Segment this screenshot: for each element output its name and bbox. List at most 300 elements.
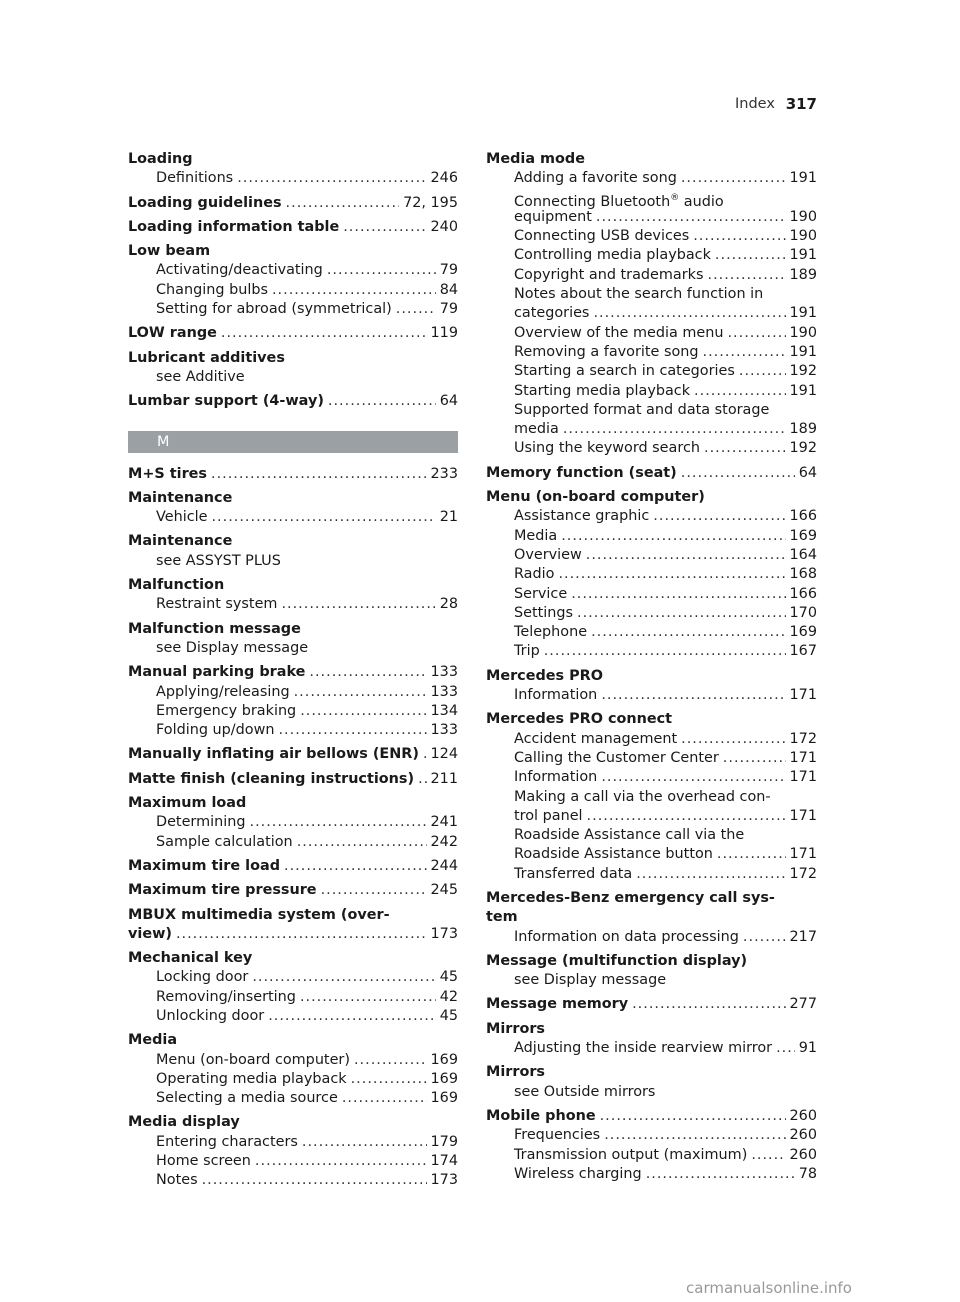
subentry-text [514,686,597,705]
index-heading: Loading information table [128,218,340,235]
leader-dots [776,1039,795,1058]
index-heading-line [128,663,458,682]
leader-dots [252,968,435,987]
index-subentry [486,1165,817,1184]
subentry-text [514,246,711,265]
index-heading: Maintenance [128,533,233,550]
subentry-label: Definitions [156,170,234,187]
page-ref: 233 [430,465,458,482]
index-subentry [128,552,458,571]
index-heading-line [486,1107,817,1126]
index-heading: Media [128,1032,178,1049]
subentry-label: Notes about the search function in [514,286,764,303]
watermark: carmanualsonline.info [686,1279,852,1297]
leader-dots [343,218,426,237]
subentry-label: Assistance graphic [514,508,650,525]
subentry-label: categories [514,305,590,322]
leader-dots [354,1051,427,1070]
subentry-label: Information [514,769,598,786]
subentry-label: Folding up/down [156,722,275,739]
subentry-text [514,382,690,401]
index-subentry [486,928,817,947]
subentry-label: see ASSYST PLUS [156,552,281,569]
section-header-m [128,431,458,453]
index-entry [486,488,817,662]
index-entry [486,1063,817,1102]
subentry-text [156,1089,338,1108]
index-heading-line [486,710,817,729]
index-subentry [486,642,817,661]
subentry-text [514,507,649,526]
index-heading-line [128,150,458,169]
index-entry [128,532,458,571]
index-subentry [486,788,817,807]
subentry-label: Supported format and data storage [514,401,770,418]
subentry-text [514,1039,772,1058]
index-heading: MBUX multimedia system (over- [128,906,390,923]
subentry-text [514,1126,600,1145]
leader-dots [600,1107,786,1126]
subentry-label: see Display message [156,639,309,656]
leader-dots [211,465,427,484]
index-subentry [486,527,817,546]
leader-dots [704,439,786,458]
leader-dots [544,642,786,661]
index-heading: Mechanical key [128,950,253,967]
index-subentry [486,1039,817,1058]
index-entry [128,242,458,319]
index-heading-line [486,995,817,1014]
subentry-text [156,702,296,721]
page-ref: 64 [798,464,817,481]
page-ref: 173 [430,1172,458,1189]
leader-dots [300,988,436,1007]
leader-dots [596,208,786,227]
subentry-label: Transferred data [514,865,633,882]
index-subentry [128,721,458,740]
subentry-text [156,508,207,527]
index-subentry [486,585,817,604]
leader-dots [418,770,426,789]
index-heading-line [128,1113,458,1132]
leader-dots [423,745,427,764]
index-heading-line [128,745,458,764]
index-heading-line [128,794,458,813]
index-heading-line [486,1020,817,1039]
index-subentry [486,623,817,642]
leader-dots [561,527,785,546]
subentry-label: Restraint system [156,596,278,613]
page-ref: 45 [439,1007,458,1024]
index-heading: Message memory [486,996,629,1013]
index-heading-line [486,1063,817,1082]
subentry-text [514,788,771,807]
subentry-text [514,324,723,343]
leader-dots [294,683,427,702]
subentry-text [514,623,587,642]
subentry-label: Radio [514,566,555,583]
subentry-text [156,639,308,658]
index-subentry [128,968,458,987]
page-ref: 168 [789,566,817,583]
subentry-text [514,546,582,565]
page-ref: 171 [789,769,817,786]
subentry-label: Locking door [156,969,249,986]
subentry-text [514,1165,642,1184]
index-subentry [486,362,817,381]
leader-dots [604,1126,785,1145]
subentry-text [156,988,296,1007]
index-entry [128,663,458,740]
index-subentry [128,1007,458,1026]
index-heading-line [128,925,458,944]
index-subentry [128,639,458,658]
index-heading: Memory function (seat) [486,464,677,481]
leader-dots [694,382,785,401]
subentry-text [156,261,323,280]
subentry-text [156,1051,350,1070]
index-heading: Loading guidelines [128,194,282,211]
leader-dots [577,604,786,623]
index-entry [128,770,458,789]
index-subentry [128,1152,458,1171]
leader-dots [286,194,400,213]
index-entry [128,857,458,876]
index-subentry [486,730,817,749]
subentry-label: Entering characters [156,1133,298,1150]
index-entry [486,710,817,884]
subentry-text [156,595,277,614]
page-header [735,94,817,116]
page-ref: 72, 195 [403,194,458,211]
leader-dots [328,392,436,411]
leader-dots [176,925,427,944]
index-subentry [128,833,458,852]
leader-dots [297,833,427,852]
subentry-label: Vehicle [156,509,208,526]
subentry-text [514,227,689,246]
page-ref: 64 [439,393,458,410]
leader-dots [281,595,435,614]
page-ref: 42 [439,988,458,1005]
index-entry [128,620,458,659]
index-heading-line [128,881,458,900]
subentry-label: Roadside Assistance call via the [514,827,745,844]
leader-dots [321,881,427,900]
leader-dots [571,585,785,604]
page-ref: 78 [798,1165,817,1182]
index-heading: view) [128,925,172,942]
subentry-label: Roadside Assistance button [514,846,713,863]
page-ref: 191 [789,305,817,322]
page-ref: 21 [439,509,458,526]
index-subentry [486,686,817,705]
page-ref: 242 [430,833,458,850]
subentry-label: Starting media playback [514,382,691,399]
index-subentry [486,420,817,439]
page-ref: 260 [789,1146,817,1163]
leader-dots [211,508,435,527]
page-ref: 191 [789,247,817,264]
index-subentry [486,208,817,227]
subentry-label: see Display message [514,972,667,989]
subentry-label: Using the keyword search [514,440,700,457]
index-heading-line [128,392,458,411]
index-heading: Maximum tire load [128,857,281,874]
index-heading: Message (multifunction display) [486,952,748,969]
subentry-text [514,439,700,458]
subentry-text [514,585,567,604]
index-subentry [128,595,458,614]
index-entry [128,1031,458,1108]
index-heading: Maximum tire pressure [128,882,317,899]
index-heading: Media display [128,1114,240,1131]
leader-dots [601,768,785,787]
index-heading-line [128,857,458,876]
index-subentry [486,401,817,420]
page-ref: 260 [789,1107,817,1124]
subentry-label: media [514,421,559,438]
entries-m-section-right [486,150,817,1184]
index-subentry [128,988,458,1007]
leader-dots [681,464,795,483]
index-entry [486,889,817,947]
leader-dots [300,702,426,721]
page-ref: 211 [430,770,458,787]
index-entry [128,194,458,213]
leader-dots [751,1146,785,1165]
subentry-text [514,527,557,546]
subentry-label: Making a call via the overhead con- [514,788,771,805]
subentry-text [514,865,632,884]
page-ref: 170 [789,604,817,621]
page-ref: 166 [789,508,817,525]
subentry-text [514,285,763,304]
subentry-label: Removing/inserting [156,988,296,1005]
subentry-label: Activating/deactivating [156,262,323,279]
index-subentry [486,971,817,990]
subentry-label: Notes [156,1172,198,1189]
entries-m-section-left [128,465,458,1191]
page-ref: 164 [789,546,817,563]
subentry-text [514,642,540,661]
leader-dots [715,246,786,265]
subentry-text [156,1007,264,1026]
index-heading: Lumbar support (4-way) [128,393,324,410]
subentry-text [156,968,248,987]
index-heading-line [486,150,817,169]
leader-dots [681,730,785,749]
index-subentry [486,439,817,458]
index-entry [128,906,458,945]
leader-dots [309,663,426,682]
page-ref: 174 [430,1153,458,1170]
index-heading-line [486,488,817,507]
page-ref: 28 [439,596,458,613]
page-ref: 172 [789,730,817,747]
index-entry [128,349,458,388]
index-heading-line [128,532,458,551]
index-subentry [486,565,817,584]
index-entry [128,324,458,343]
leader-dots [653,507,785,526]
leader-dots [342,1089,427,1108]
page-ref: 277 [789,996,817,1013]
index-entry [128,150,458,189]
leader-dots [563,420,786,439]
index-heading: Menu (on-board computer) [486,489,705,506]
index-heading: Malfunction message [128,620,301,637]
subentry-text [156,1133,298,1152]
subentry-text [156,552,281,571]
index-entry [128,576,458,615]
subentry-text [514,928,739,947]
index-heading: LOW range [128,325,217,342]
subentry-text [514,420,559,439]
index-heading-line [128,770,458,789]
page-ref: 133 [430,664,458,681]
subentry-label: Service [514,585,568,602]
subentry-label: Frequencies [514,1127,601,1144]
index-heading: tem [486,909,518,926]
index-entry [128,949,458,1026]
page-ref: 189 [789,421,817,438]
subentry-label: Changing bulbs [156,281,268,298]
index-heading: Matte finish (cleaning instructions) [128,770,415,787]
index-entry [128,465,458,484]
subentry-text [514,807,583,826]
page-ref: 134 [430,702,458,719]
page-ref: 133 [430,722,458,739]
index-entry [486,667,817,706]
subentry-text [156,683,290,702]
index-heading: Mirrors [486,1064,545,1081]
index-subentry [486,807,817,826]
page-ref: 133 [430,683,458,700]
leader-dots [723,749,786,768]
index-subentry [486,227,817,246]
page-ref: 45 [439,969,458,986]
index-heading-line [128,620,458,639]
index-heading: M+S tires [128,465,207,482]
page-ref: 191 [789,343,817,360]
leader-dots [396,300,436,319]
index-entry [486,1020,817,1059]
index-heading: Malfunction [128,577,225,594]
leader-dots [268,1007,435,1026]
index-heading-line [128,949,458,968]
index-subentry [128,1051,458,1070]
index-heading: Media mode [486,151,585,167]
page-ref: 240 [430,218,458,235]
subentry-label: Adjusting the inside rearview mirror [514,1040,773,1057]
subentry-text [514,1146,747,1165]
index-column-right [486,150,817,1189]
subentry-label: Wireless charging [514,1165,642,1182]
subentry-text [514,343,699,362]
index-entry [128,794,458,852]
index-subentry [128,702,458,721]
subentry-text [156,1171,198,1190]
leader-dots [272,281,436,300]
page-ref: 169 [430,1090,458,1107]
index-column-left [128,150,458,1196]
index-heading-line [486,464,817,483]
subentry-text [514,208,592,227]
index-entry [486,150,817,459]
page-number: 317 [785,95,817,113]
subentry-text [156,1070,347,1089]
subentry-label: Copyright and trademarks [514,266,704,283]
subentry-label: Controlling media playback [514,247,711,264]
index-subentry [486,285,817,304]
subentry-label: Information [514,687,598,704]
subentry-label: Transmission output (maximum) [514,1146,748,1163]
subentry-label: Information on data processing [514,928,739,945]
index-subentry [486,1146,817,1165]
page-ref: 217 [789,928,817,945]
index-entry [486,995,817,1014]
subentry-label: Telephone [514,624,588,641]
index-subentry [128,508,458,527]
index-heading: Manual parking brake [128,664,306,681]
leader-dots [693,227,785,246]
subentry-label: equipment [514,208,592,225]
index-heading: Low beam [128,243,211,260]
subentry-label: Sample calculation [156,833,293,850]
subentry-label: Removing a favorite song [514,343,699,360]
leader-dots [601,686,785,705]
index-heading-line [486,908,817,927]
index-entry [128,392,458,411]
index-heading: Mirrors [486,1020,545,1037]
page-ref: 191 [789,382,817,399]
subentry-text [514,749,719,768]
page-ref: 171 [789,687,817,704]
leader-dots [284,857,427,876]
leader-dots [593,304,785,323]
index-heading: Manually inflating air bellows (ENR) [128,746,419,763]
page-ref: 173 [430,925,458,942]
index-subentry [486,749,817,768]
subentry-label: Media [514,527,558,544]
index-heading-line [128,242,458,261]
page-ref: 167 [789,643,817,660]
page-ref: 171 [789,846,817,863]
subentry-text [514,971,666,990]
header-label: Index [735,96,775,112]
index-heading-line [128,349,458,368]
subentry-label: Connecting USB devices [514,228,690,245]
leader-dots [237,169,426,188]
page-ref: 246 [430,170,458,187]
leader-dots [681,169,786,188]
index-heading: Mercedes-Benz emergency call sys- [486,889,775,906]
page-ref: 192 [789,440,817,457]
subentry-label: Selecting a media source [156,1090,338,1107]
leader-dots [278,721,426,740]
leader-dots [727,324,785,343]
page-ref: 166 [789,585,817,602]
subentry-label: Overview [514,546,582,563]
index-subentry [486,826,817,845]
index-heading: Mercedes PRO [486,667,603,684]
index-subentry [128,1070,458,1089]
page-ref: 241 [430,814,458,831]
index-heading-line [128,465,458,484]
leader-dots [255,1152,427,1171]
leader-dots [591,623,785,642]
